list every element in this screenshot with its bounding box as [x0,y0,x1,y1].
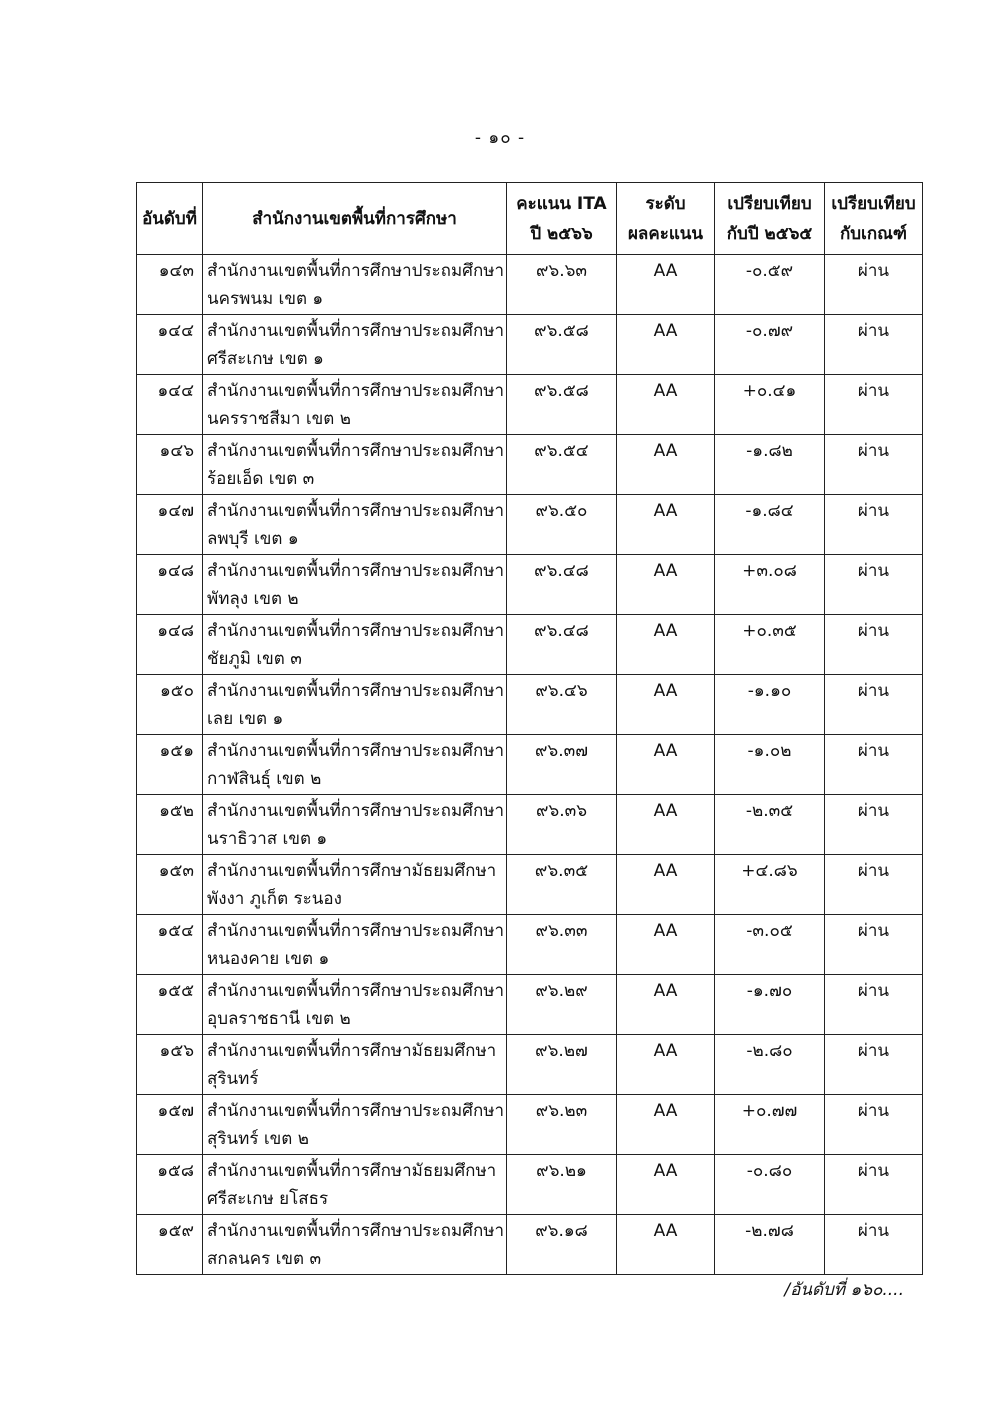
cell-level: AA [617,795,715,855]
cell-score: ๙๖.๖๓ [507,255,617,315]
cell-compare-criteria: ผ่าน [825,735,923,795]
table-row [137,435,923,495]
table-row [137,1095,923,1155]
cell-compare-year: +๐.๔๑ [715,375,825,435]
cell-score: ๙๖.๓๗ [507,735,617,795]
cell-level: AA [617,675,715,735]
cell-office [203,555,507,615]
cell-office [203,375,507,435]
cell-level: AA [617,375,715,435]
cell-office-line2: พัทลุง เขต ๒ [207,589,299,609]
cell-office-line1: สำนักงานเขตพื้นที่การศึกษาประถมศึกษา [207,801,505,821]
cell-score: ๙๖.๓๓ [507,915,617,975]
table-row [137,495,923,555]
cell-office [203,1095,507,1155]
cell-score: ๙๖.๓๖ [507,795,617,855]
cell-rank: ๑๔๔ [137,315,203,375]
table-row [137,555,923,615]
cell-compare-criteria: ผ่าน [825,795,923,855]
cell-score: ๙๖.๕๘ [507,375,617,435]
table-header-row [137,183,923,255]
cell-score: ๙๖.๔๘ [507,615,617,675]
cell-office-line1: สำนักงานเขตพื้นที่การศึกษาประถมศึกษา [207,1101,505,1121]
cell-office-line2: ศรีสะเกษ ยโสธร [207,1189,329,1209]
cell-level: AA [617,1035,715,1095]
cell-score: ๙๖.๓๕ [507,855,617,915]
cell-level: AA [617,1095,715,1155]
cell-score: ๙๖.๒๗ [507,1035,617,1095]
header-level [617,183,715,255]
cell-office-line1: สำนักงานเขตพื้นที่การศึกษาประถมศึกษา [207,741,505,761]
cell-compare-criteria: ผ่าน [825,1035,923,1095]
cell-score: ๙๖.๕๐ [507,495,617,555]
header-level-line2: ผลคะแนน [627,223,704,244]
cell-compare-year: -๐.๘๐ [715,1155,825,1215]
cell-office-line2: เลย เขต ๑ [207,709,284,729]
cell-score: ๙๖.๒๑ [507,1155,617,1215]
cell-score: ๙๖.๔๘ [507,555,617,615]
header-rank: อันดับที่ [137,183,203,255]
cell-compare-year: -๐.๕๙ [715,255,825,315]
cell-office-line1: สำนักงานเขตพื้นที่การศึกษาประถมศึกษา [207,441,505,461]
cell-office-line2: สุรินทร์ [207,1069,259,1089]
cell-rank: ๑๔๖ [137,435,203,495]
cell-level: AA [617,555,715,615]
cell-compare-year: -๓.๐๕ [715,915,825,975]
table-row [137,1215,923,1275]
cell-compare-year: +๓.๐๘ [715,555,825,615]
cell-rank: ๑๕๙ [137,1215,203,1275]
cell-rank: ๑๕๑ [137,735,203,795]
cell-rank: ๑๕๗ [137,1095,203,1155]
cell-rank: ๑๔๓ [137,255,203,315]
cell-office-line1: สำนักงานเขตพื้นที่การศึกษาประถมศึกษา [207,321,505,341]
page-number: - ๑๐ - [474,128,526,148]
cell-score: ๙๖.๕๘ [507,315,617,375]
cell-level: AA [617,1215,715,1275]
header-compare-year-line1: เปรียบเทียบ [727,193,812,214]
cell-office-line1: สำนักงานเขตพื้นที่การศึกษาประถมศึกษา [207,501,505,521]
cell-office [203,1155,507,1215]
cell-office-line2: สุรินทร์ เขต ๒ [207,1129,309,1149]
cell-compare-year: +๐.๓๕ [715,615,825,675]
cell-rank: ๑๕๓ [137,855,203,915]
cell-office-line1: สำนักงานเขตพื้นที่การศึกษาประถมศึกษา [207,681,505,701]
cell-score: ๙๖.๒๙ [507,975,617,1035]
table-row [137,375,923,435]
cell-score: ๙๖.๔๖ [507,675,617,735]
cell-office-line1: สำนักงานเขตพื้นที่การศึกษาประถมศึกษา [207,621,505,641]
cell-rank: ๑๔๘ [137,615,203,675]
header-level-line1: ระดับ [645,193,686,214]
cell-office [203,495,507,555]
cell-rank: ๑๔๘ [137,555,203,615]
cell-office-line2: ศรีสะเกษ เขต ๑ [207,349,324,369]
cell-level: AA [617,435,715,495]
cell-office [203,915,507,975]
cell-compare-criteria: ผ่าน [825,855,923,915]
header-score-line2: ปี ๒๕๖๖ [530,223,593,244]
table-row [137,735,923,795]
cell-compare-year: -๑.๑๐ [715,675,825,735]
table-row [137,915,923,975]
cell-compare-criteria: ผ่าน [825,435,923,495]
cell-rank: ๑๕๐ [137,675,203,735]
cell-level: AA [617,615,715,675]
cell-office-line2: พังงา ภูเก็ต ระนอง [207,889,342,909]
cell-office-line2: กาฬสินธุ์ เขต ๒ [207,769,322,789]
cell-office-line2: ร้อยเอ็ด เขต ๓ [207,469,315,489]
table-row [137,795,923,855]
cell-office-line1: สำนักงานเขตพื้นที่การศึกษาประถมศึกษา [207,1221,505,1241]
cell-office-line1: สำนักงานเขตพื้นที่การศึกษาประถมศึกษา [207,261,505,281]
cell-compare-criteria: ผ่าน [825,915,923,975]
cell-office-line1: สำนักงานเขตพื้นที่การศึกษาประถมศึกษา [207,981,505,1001]
cell-office-line2: นครพนม เขต ๑ [207,289,324,309]
cell-office-line1: สำนักงานเขตพื้นที่การศึกษามัธยมศึกษา [207,861,497,881]
cell-office [203,675,507,735]
cell-office [203,1035,507,1095]
cell-compare-criteria: ผ่าน [825,315,923,375]
table-row [137,255,923,315]
cell-office [203,795,507,855]
cell-score: ๙๖.๒๓ [507,1095,617,1155]
header-compare-criteria-line1: เปรียบเทียบ [831,193,916,214]
cell-office [203,975,507,1035]
cell-score: ๙๖.๑๘ [507,1215,617,1275]
cell-compare-year: -๒.๗๘ [715,1215,825,1275]
table-row [137,615,923,675]
cell-office-line2: อุบลราชธานี เขต ๒ [207,1009,351,1029]
cell-score: ๙๖.๕๔ [507,435,617,495]
header-score [507,183,617,255]
cell-office [203,1215,507,1275]
cell-level: AA [617,255,715,315]
cell-office-line2: นครราชสีมา เขต ๒ [207,409,351,429]
cell-office-line1: สำนักงานเขตพื้นที่การศึกษาประถมศึกษา [207,561,505,581]
table-row [137,855,923,915]
cell-level: AA [617,735,715,795]
cell-compare-year: -๑.๘๒ [715,435,825,495]
cell-office [203,435,507,495]
cell-rank: ๑๕๔ [137,915,203,975]
cell-compare-criteria: ผ่าน [825,495,923,555]
cell-office-line2: ชัยภูมิ เขต ๓ [207,649,302,669]
cell-compare-year: +๔.๘๖ [715,855,825,915]
table-body [137,255,923,1275]
cell-rank: ๑๔๗ [137,495,203,555]
cell-office-line1: สำนักงานเขตพื้นที่การศึกษาประถมศึกษา [207,921,505,941]
cell-compare-criteria: ผ่าน [825,555,923,615]
cell-rank: ๑๕๕ [137,975,203,1035]
cell-compare-year: +๐.๗๗ [715,1095,825,1155]
ranking-table [136,182,923,1275]
cell-compare-criteria: ผ่าน [825,1215,923,1275]
cell-compare-year: -๒.๓๕ [715,795,825,855]
cell-office-line1: สำนักงานเขตพื้นที่การศึกษามัธยมศึกษา [207,1041,497,1061]
table-row [137,1035,923,1095]
cell-level: AA [617,975,715,1035]
cell-office [203,615,507,675]
cell-compare-criteria: ผ่าน [825,975,923,1035]
cell-level: AA [617,315,715,375]
cell-compare-year: -๑.๗๐ [715,975,825,1035]
header-office: สำนักงานเขตพื้นที่การศึกษา [203,183,507,255]
cell-compare-criteria: ผ่าน [825,1155,923,1215]
cell-office-line2: หนองคาย เขต ๑ [207,949,330,969]
cell-level: AA [617,915,715,975]
cell-compare-year: -๑.๘๔ [715,495,825,555]
cell-office-line2: นราธิวาส เขต ๑ [207,829,328,849]
cell-compare-criteria: ผ่าน [825,1095,923,1155]
cell-compare-criteria: ผ่าน [825,675,923,735]
header-compare-year-line2: กับปี ๒๕๖๕ [726,223,813,244]
header-compare-criteria [825,183,923,255]
cell-office-line1: สำนักงานเขตพื้นที่การศึกษามัธยมศึกษา [207,1161,497,1181]
cell-rank: ๑๕๘ [137,1155,203,1215]
cell-compare-year: -๐.๗๙ [715,315,825,375]
cell-compare-year: -๒.๘๐ [715,1035,825,1095]
header-compare-year [715,183,825,255]
cell-office-line2: สกลนคร เขต ๓ [207,1249,322,1269]
cell-compare-criteria: ผ่าน [825,615,923,675]
continuation-note: /อันดับที่ ๑๖๐.... [784,1280,904,1300]
table-row [137,1155,923,1215]
cell-compare-criteria: ผ่าน [825,255,923,315]
table-row [137,315,923,375]
cell-level: AA [617,495,715,555]
table-row [137,975,923,1035]
cell-office [203,255,507,315]
cell-compare-year: -๑.๐๒ [715,735,825,795]
cell-compare-criteria: ผ่าน [825,375,923,435]
cell-level: AA [617,1155,715,1215]
cell-office [203,855,507,915]
cell-level: AA [617,855,715,915]
cell-office [203,315,507,375]
cell-rank: ๑๕๒ [137,795,203,855]
cell-office-line2: ลพบุรี เขต ๑ [207,529,299,549]
cell-office-line1: สำนักงานเขตพื้นที่การศึกษาประถมศึกษา [207,381,505,401]
table-row [137,675,923,735]
cell-rank: ๑๕๖ [137,1035,203,1095]
header-compare-criteria-line2: กับเกณฑ์ [839,223,908,244]
header-score-line1: คะแนน ITA [516,193,607,214]
cell-rank: ๑๔๔ [137,375,203,435]
cell-office [203,735,507,795]
